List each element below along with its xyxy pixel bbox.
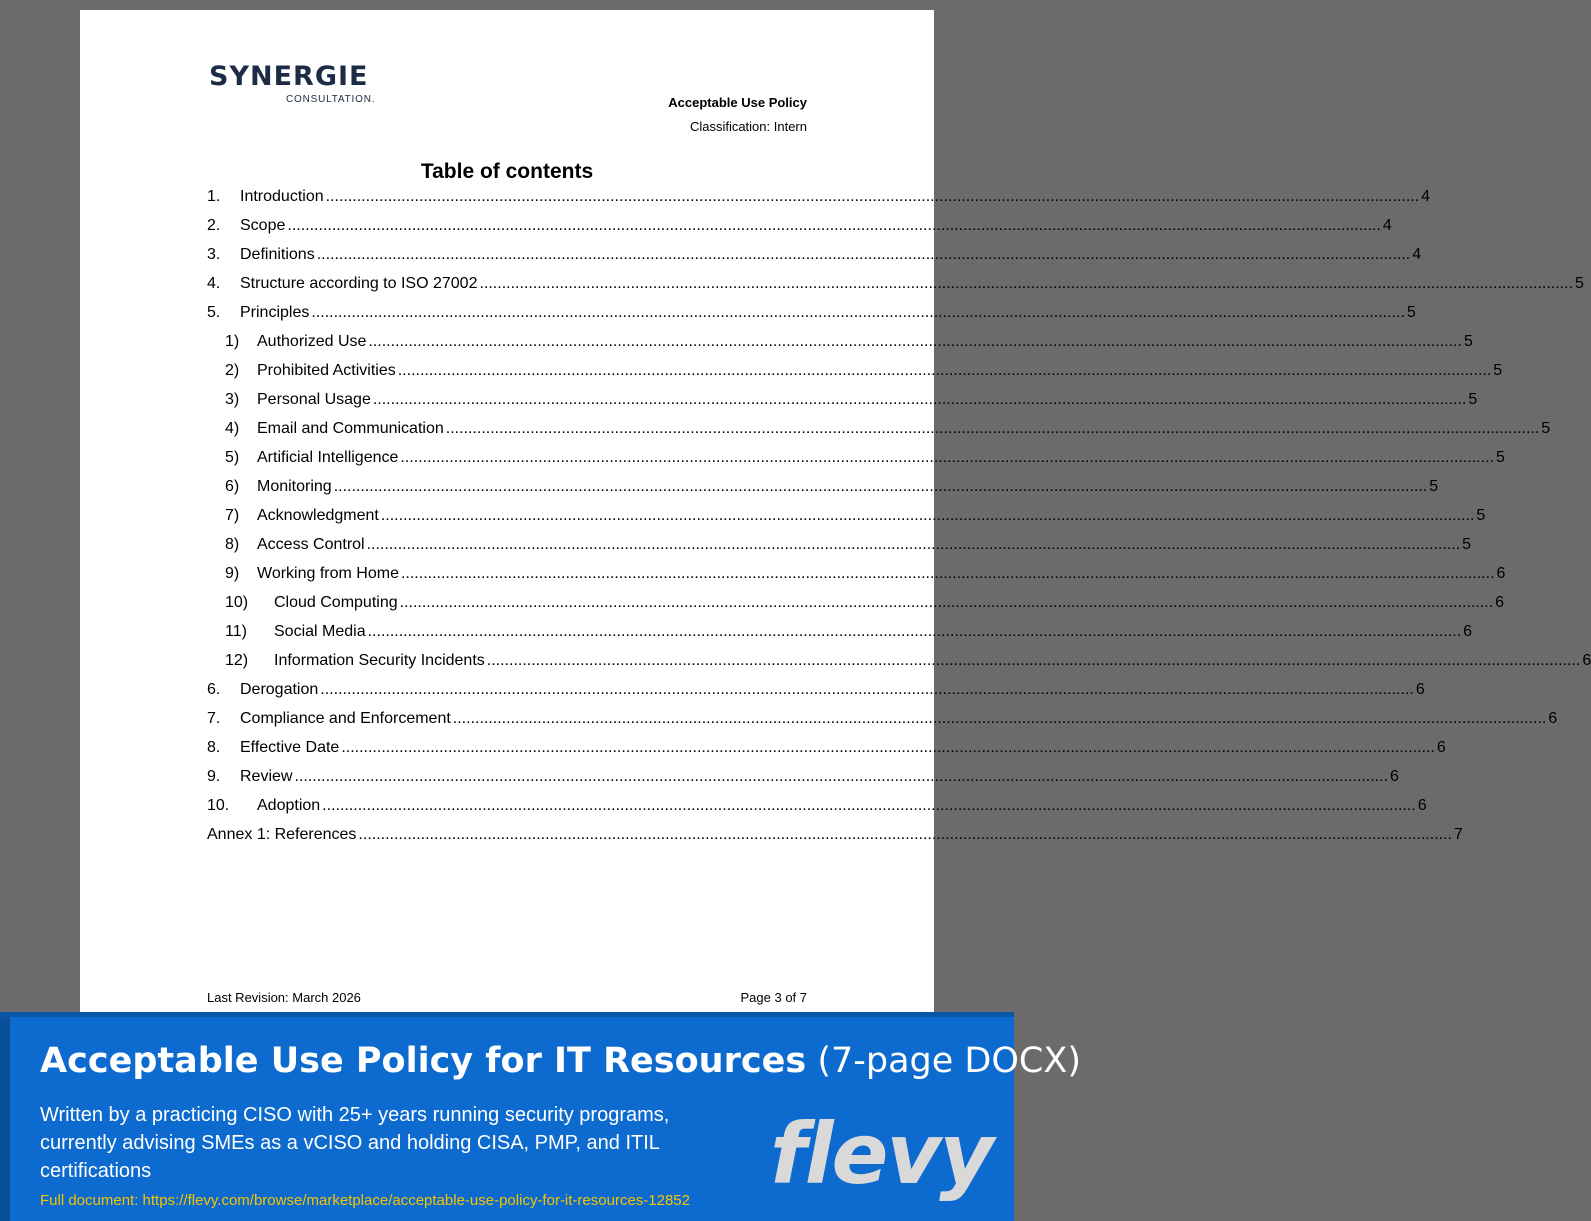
toc-entry-page: 6 xyxy=(1417,797,1427,814)
toc-entry-number: 10) xyxy=(225,594,249,611)
toc-entry-number: 6) xyxy=(225,478,240,495)
logo-main-text: SYNERGIE xyxy=(209,61,369,92)
toc-entry-page: 5 xyxy=(1463,333,1473,350)
banner-accent-strip xyxy=(0,1017,10,1221)
toc-entry-label: Social Media xyxy=(274,623,366,640)
toc-entry[interactable] xyxy=(207,824,1463,853)
toc-entry-number: 1. xyxy=(207,188,221,205)
toc-leader-dots xyxy=(401,563,1495,585)
toc-entry-label: Introduction xyxy=(240,188,324,205)
toc-entry-page: 6 xyxy=(1436,739,1446,756)
banner-title-format: (7-page DOCX) xyxy=(817,1041,1081,1081)
toc-leader-dots xyxy=(320,679,1414,701)
toc-entry[interactable] xyxy=(207,331,1473,360)
toc-entry-label: Review xyxy=(240,768,293,785)
toc-entry-label: Information Security Incidents xyxy=(274,652,485,669)
toc-leader-dots xyxy=(341,737,1435,759)
toc-entry-label: Working from Home xyxy=(257,565,399,582)
toc-leader-dots xyxy=(311,302,1405,324)
toc-entry-label: Prohibited Activities xyxy=(257,362,396,379)
toc-entry[interactable] xyxy=(207,418,1551,447)
toc-leader-dots xyxy=(367,534,1461,556)
toc-leader-dots xyxy=(322,795,1416,817)
toc-entry-number: 4. xyxy=(207,275,221,292)
toc-entry-number: 5) xyxy=(225,449,240,466)
toc-leader-dots xyxy=(334,476,1428,498)
toc-leader-dots xyxy=(453,708,1547,730)
toc-entry-number: 8) xyxy=(225,536,240,553)
toc-leader-dots xyxy=(446,418,1540,440)
toc-leader-dots xyxy=(479,273,1573,295)
banner-title-main: Acceptable Use Policy for IT Resources xyxy=(40,1041,807,1081)
toc-entry[interactable] xyxy=(207,708,1558,737)
toc-entry-label: Access Control xyxy=(257,536,365,553)
toc-entry-number: 5. xyxy=(207,304,221,321)
toc-entry-number: 6. xyxy=(207,681,221,698)
toc-entry-number: 7) xyxy=(225,507,240,524)
toc-entry[interactable] xyxy=(207,273,1584,302)
toc-entry-number: 9. xyxy=(207,768,221,785)
toc-entry-page: 5 xyxy=(1541,420,1551,437)
toc-entry-label: Definitions xyxy=(240,246,315,263)
toc-entry[interactable] xyxy=(207,447,1505,476)
toc-entry[interactable] xyxy=(207,737,1446,766)
toc-entry-label: Compliance and Enforcement xyxy=(240,710,451,727)
toc-entry[interactable] xyxy=(207,534,1472,563)
toc-entry-page: 4 xyxy=(1421,188,1431,205)
toc-leader-dots xyxy=(398,360,1492,382)
company-logo xyxy=(209,61,376,105)
toc-entry-page: 4 xyxy=(1382,217,1392,234)
toc-entry-label: Derogation xyxy=(240,681,319,698)
toc-entry-number: 2. xyxy=(207,217,221,234)
toc-entry-label: Personal Usage xyxy=(257,391,371,408)
toc-entry-label: Cloud Computing xyxy=(274,594,398,611)
toc-entry-number: 12) xyxy=(225,652,249,669)
document-page xyxy=(80,10,1591,1012)
toc-heading: Table of contents xyxy=(420,160,594,183)
toc-entry-label: Artificial Intelligence xyxy=(257,449,399,466)
flevy-logo[interactable]: flevy xyxy=(770,1105,992,1203)
toc-entry[interactable] xyxy=(207,215,1392,244)
toc-entry-label: Annex 1: References xyxy=(207,826,357,843)
toc-entry-label: Email and Communication xyxy=(257,420,444,437)
toc-entry-page: 5 xyxy=(1429,478,1439,495)
toc-entry-page: 6 xyxy=(1496,565,1506,582)
toc-entry-page: 5 xyxy=(1462,536,1472,553)
toc-leader-dots xyxy=(400,447,1494,469)
toc-entry-page: 6 xyxy=(1495,594,1505,611)
toc-entry[interactable] xyxy=(207,505,1486,534)
toc-entry-page: 5 xyxy=(1468,391,1478,408)
toc-entry-page: 4 xyxy=(1412,246,1422,263)
toc-entry-page: 6 xyxy=(1582,652,1591,669)
last-revision: Last Revision: March 2026 xyxy=(207,990,361,1005)
toc-entry[interactable] xyxy=(207,621,1473,650)
toc-entry-page: 6 xyxy=(1390,768,1399,785)
toc-leader-dots xyxy=(368,331,1462,353)
toc-entry-number: 7. xyxy=(207,710,221,727)
toc-leader-dots xyxy=(326,186,1420,208)
toc-entry-page: 6 xyxy=(1415,681,1425,698)
toc-leader-dots xyxy=(317,244,1411,266)
toc-entry[interactable] xyxy=(207,795,1427,824)
toc-entry-page: 5 xyxy=(1406,304,1416,321)
table-of-contents xyxy=(207,186,1591,853)
toc-entry-label: Scope xyxy=(240,217,286,234)
toc-leader-dots xyxy=(294,766,1388,788)
toc-entry[interactable] xyxy=(207,186,1431,215)
toc-entry[interactable] xyxy=(207,476,1439,505)
document-title: Acceptable Use Policy xyxy=(668,95,807,110)
toc-entry[interactable] xyxy=(207,679,1425,708)
full-document-link[interactable]: Full document: https://flevy.com/browse/marketplace/acceptable-use-policy-for-it-resources-12852 xyxy=(40,1192,690,1209)
toc-entry[interactable] xyxy=(207,563,1506,592)
toc-entry[interactable] xyxy=(207,360,1503,389)
toc-entry-label: Authorized Use xyxy=(257,333,367,350)
toc-entry-page: 5 xyxy=(1476,507,1486,524)
page-number: Page 3 of 7 xyxy=(740,990,807,1005)
toc-leader-dots xyxy=(487,650,1581,672)
toc-entry-label: Effective Date xyxy=(240,739,340,756)
toc-entry-label: Principles xyxy=(240,304,310,321)
toc-entry[interactable] xyxy=(207,389,1478,418)
toc-entry-page: 5 xyxy=(1495,449,1505,466)
banner-title xyxy=(40,1041,1081,1081)
toc-entry-label: Monitoring xyxy=(257,478,332,495)
toc-entry[interactable] xyxy=(207,244,1422,273)
classification-label: Classification: Intern xyxy=(689,119,807,134)
toc-leader-dots xyxy=(381,505,1475,527)
toc-leader-dots xyxy=(358,824,1452,846)
toc-entry-page: 7 xyxy=(1453,826,1463,843)
promo-banner xyxy=(0,1012,1081,1221)
toc-entry-number: 2) xyxy=(225,362,240,379)
toc-entry-number: 1) xyxy=(225,333,240,350)
toc-leader-dots xyxy=(368,621,1462,643)
toc-entry-label: Structure according to ISO 27002 xyxy=(240,275,478,292)
toc-leader-dots xyxy=(400,592,1494,614)
toc-entry-number: 10. xyxy=(207,797,230,814)
toc-entry[interactable] xyxy=(207,766,1399,795)
toc-entry-number: 9) xyxy=(225,565,240,582)
toc-entry-page: 5 xyxy=(1493,362,1503,379)
logo-sub-text: CONSULTATION. xyxy=(286,94,376,105)
toc-entry-label: Acknowledgment xyxy=(257,507,379,524)
toc-entry-page: 6 xyxy=(1548,710,1558,727)
toc-entry-number: 11) xyxy=(225,623,247,640)
toc-entry[interactable] xyxy=(207,650,1591,679)
toc-entry-number: 4) xyxy=(225,420,240,437)
toc-entry-page: 6 xyxy=(1463,623,1473,640)
toc-leader-dots xyxy=(373,389,1467,411)
banner-description: Written by a practicing CISO with 25+ years running security programs, currently advising SMEs as a vCISO and holding CISA, PMP, and ITIL certifications xyxy=(40,1104,670,1182)
toc-entry-page: 5 xyxy=(1575,275,1584,292)
toc-entry-number: 3) xyxy=(225,391,240,408)
toc-entry-number: 8. xyxy=(207,739,221,756)
toc-leader-dots xyxy=(287,215,1381,237)
toc-entry-label: Adoption xyxy=(257,797,321,814)
toc-entry-number: 3. xyxy=(207,246,221,263)
toc-entry[interactable] xyxy=(207,302,1416,331)
toc-entry[interactable] xyxy=(207,592,1505,621)
